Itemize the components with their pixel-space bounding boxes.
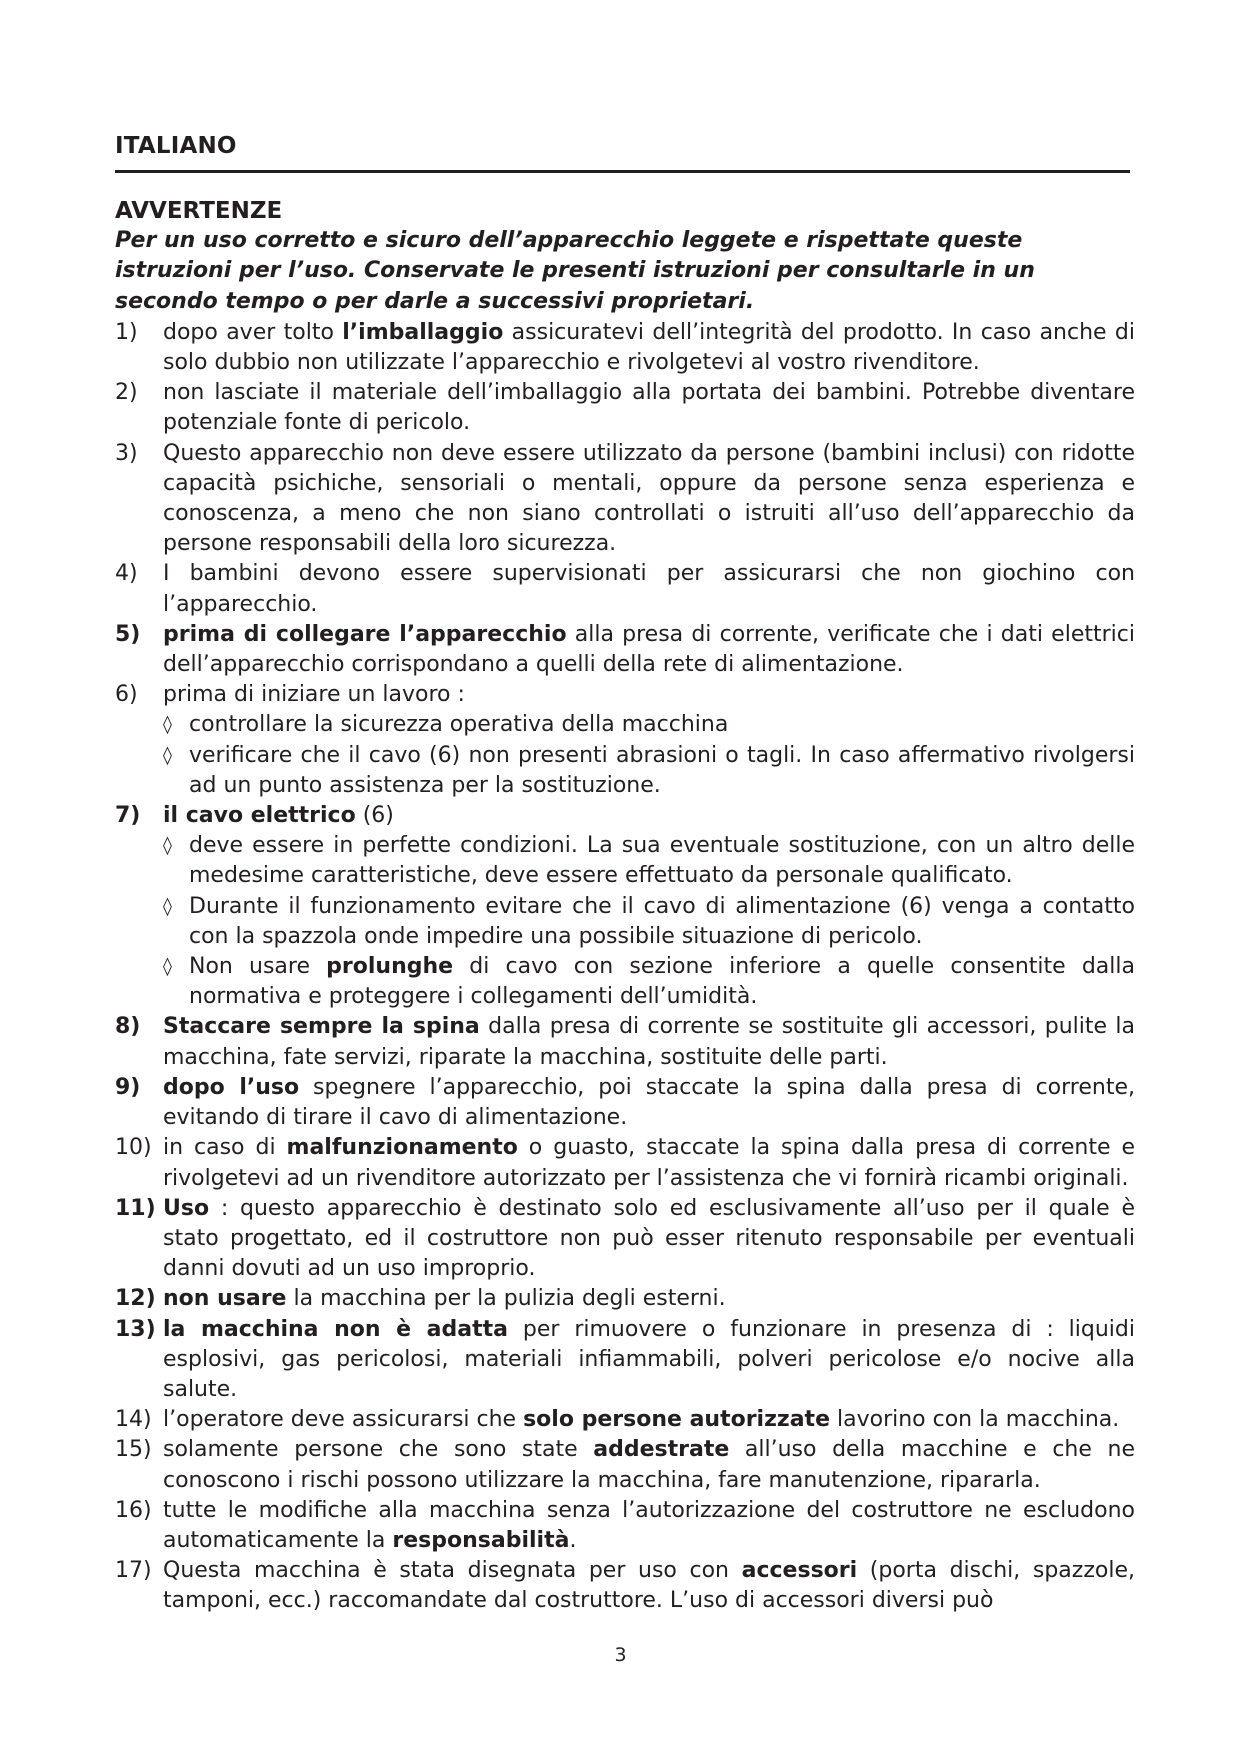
sub-item [163, 892, 1135, 952]
sub-item [163, 831, 1135, 891]
item-number: 17) [115, 1558, 152, 1584]
sub-item-text: Non usare prolunghe di cavo con sezione inferiore a quelle consentite dalla normativa e proteggere i collegamenti dell’umidità. [189, 954, 1135, 1010]
item-text: prima di iniziare un lavoro : [163, 682, 465, 708]
item-text: dopo aver tolto l’imballaggio assicuratevi dell’integrità del prodotto. In caso anche di solo dubbio non utilizzate l’apparecchio e rivolgetevi al vostro rivenditore. [163, 319, 1135, 376]
warning-item-9 [115, 1073, 1135, 1133]
diamond-bullet-icon: ◊ [163, 895, 172, 917]
item-number: 11) [115, 1195, 156, 1221]
warning-item-16 [115, 1496, 1135, 1556]
warning-item-5 [115, 620, 1135, 680]
item-number: 10) [115, 1135, 152, 1161]
warnings-section [115, 196, 1135, 1617]
warning-item-4 [115, 559, 1135, 619]
item-text: il cavo elettrico (6) [163, 803, 394, 829]
item-number: 12) [115, 1286, 156, 1312]
item-text: non usare la macchina per la pulizia degli esterni. [163, 1286, 726, 1312]
item-text: Staccare sempre la spina dalla presa di corrente se sostituite gli accessori, pulite la macchina, fate servizi, riparate la macchina, sostituite delle parti. [163, 1014, 1135, 1070]
diamond-bullet-icon: ◊ [163, 956, 172, 978]
diamond-bullet-icon: ◊ [163, 744, 172, 766]
item-number: 15) [115, 1437, 152, 1463]
warning-item-3 [115, 439, 1135, 560]
warning-item-2 [115, 378, 1135, 438]
diamond-bullet-icon: ◊ [163, 835, 172, 857]
item-text: solamente persone che sono state addestrate all’uso della macchine e che ne conoscono i rischi possono utilizzare la macchina, fare manutenzione, ripararla. [163, 1437, 1135, 1493]
item-text: Questo apparecchio non deve essere utilizzato da persone (bambini inclusi) con ridotte capacità psichiche, sensoriali o mentali, oppure da persone senza esperienza e conoscenza, a meno che non siano controllati o istruiti all’uso dell’apparecchio da persone responsabili della loro sicurezza. [163, 440, 1135, 557]
item-number: 4) [115, 561, 138, 587]
diamond-bullet-icon: ◊ [163, 714, 172, 736]
page-number: 3 [614, 1644, 627, 1666]
item-number: 8) [115, 1014, 141, 1040]
item-number: 7) [115, 803, 141, 829]
warning-item-11 [115, 1194, 1135, 1285]
warning-item-7 [115, 801, 1135, 831]
item-number: 14) [115, 1407, 152, 1433]
sub-item [163, 952, 1135, 1012]
warning-item-6 [115, 680, 1135, 710]
item-text: in caso di malfunzionamento o guasto, staccate la spina dalla presa di corrente e rivolgetevi ad un rivenditore autorizzato per l’assistenza che vi fornirà ricambi originali. [163, 1135, 1135, 1191]
item-number: 6) [115, 682, 138, 708]
heading-divider [115, 170, 1130, 173]
item-text: tutte le modifiche alla macchina senza l’autorizzazione del costruttore ne escludono automaticamente la responsabilità. [163, 1497, 1135, 1553]
warning-item-15 [115, 1435, 1135, 1495]
item-text: prima di collegare l’apparecchio alla presa di corrente, verificate che i dati elettrici dell’apparecchio corrispondano a quelli della rete di alimentazione. [163, 621, 1135, 678]
item-number: 16) [115, 1497, 152, 1523]
section-title: AVVERTENZE [115, 198, 283, 224]
sub-item-text: Durante il funzionamento evitare che il cavo di alimentazione (6) venga a contatto con la spazzola onde impedire una possibile situazione di pericolo. [189, 893, 1135, 949]
sub-item [163, 741, 1135, 801]
warning-item-10 [115, 1133, 1135, 1193]
warning-item-12 [115, 1284, 1135, 1314]
item-text: I bambini devono essere supervisionati per assicurarsi che non giochino con l’apparecchio. [163, 561, 1135, 617]
warning-item-13 [115, 1315, 1135, 1406]
item-number: 1) [115, 319, 138, 345]
item-text: l’operatore deve assicurarsi che solo persone autorizzate lavorino con la macchina. [163, 1407, 1120, 1433]
item-text: Questa macchina è stata disegnata per uso con accessori (porta dischi, spazzole, tamponi, ecc.) raccomandate dal costruttore. L’uso di accessori diversi può [163, 1558, 1135, 1614]
warning-item-1 [115, 318, 1135, 378]
item-number: 13) [115, 1316, 156, 1342]
item-text: la macchina non è adatta per rimuovere o funzionare in presenza di : liquidi esplosivi, gas pericolosi, materiali infiammabili, polveri pericolose e/o nocive alla salute. [163, 1316, 1135, 1402]
item-text: dopo l’uso spegnere l’apparecchio, poi staccate la spina dalla presa di corrente, evitando di tirare il cavo di alimentazione. [163, 1074, 1135, 1131]
sub-item-text: deve essere in perfette condizioni. La sua eventuale sostituzione, con un altro delle medesime caratteristiche, deve essere effettuato da personale qualificato. [189, 833, 1135, 889]
sub-item-text: controllare la sicurezza operativa della macchina [189, 712, 729, 738]
item-number: 2) [115, 380, 138, 406]
sub-item [163, 710, 1135, 740]
item-number: 9) [115, 1074, 141, 1100]
warning-item-14 [115, 1405, 1135, 1435]
item-number: 5) [115, 621, 141, 647]
item-text: non lasciate il materiale dell’imballaggio alla portata dei bambini. Potrebbe diventare potenziale fonte di pericolo. [163, 380, 1135, 436]
intro-paragraph: Per un uso corretto e sicuro dell’apparecchio leggete e rispettate queste istruzioni per l’uso. Conservate le presenti istruzioni per consultarle in un secondo tempo o per darle a successivi proprietari. [115, 228, 1035, 314]
language-heading: ITALIANO [115, 133, 237, 159]
item-number: 3) [115, 440, 138, 466]
warning-item-8 [115, 1012, 1135, 1072]
sub-item-text: verificare che il cavo (6) non presenti abrasioni o tagli. In caso affermativo rivolgersi ad un punto assistenza per la sostituzione. [189, 742, 1135, 798]
item-text: Uso : questo apparecchio è destinato solo ed esclusivamente all’uso per il quale è stato progettato, ed il costruttore non può esser ritenuto responsabile per eventuali danni dovuti ad un uso improprio. [163, 1195, 1135, 1282]
warning-item-17 [115, 1556, 1135, 1616]
